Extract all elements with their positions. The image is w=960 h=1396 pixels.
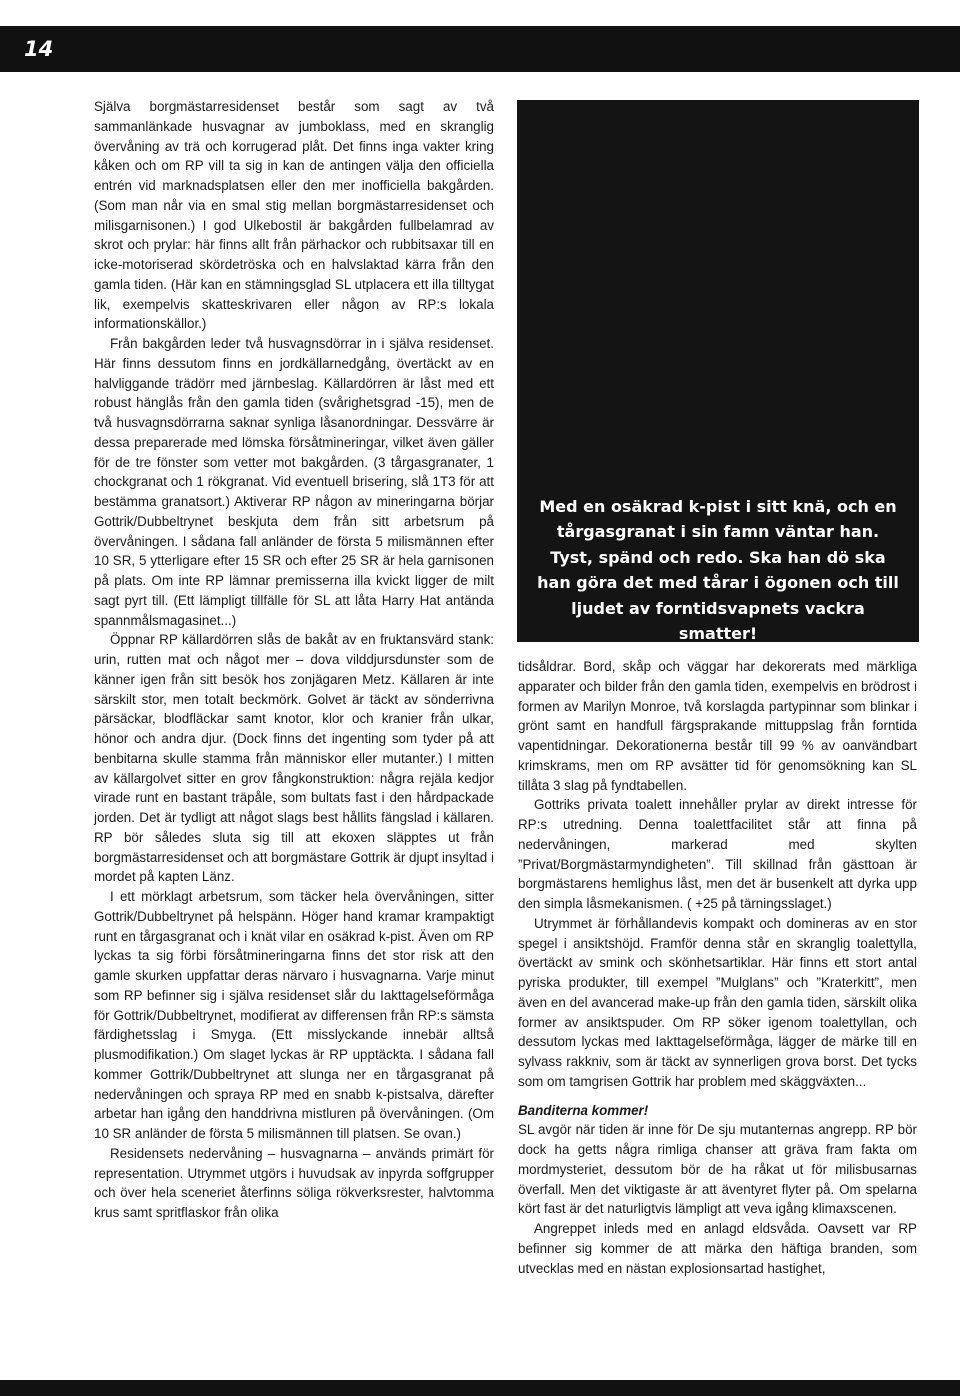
- paragraph: Angreppet inleds med en anlagd eldsvåda. Oavsett var RP befinner sig kommer de att märka den häftiga branden, som utvecklas med en nästan explosionsartad hastighet,: [518, 1221, 917, 1276]
- paragraph: Från bakgården leder två husvagnsdörrar in i själva residenset. Här finns dessutom finns en jordkällarnedgång, övertäckt av en halvliggande trädörr med järnbeslag. Källardörren är låst med ett robust hänglås från den gamla tiden (svårighetsgrad -15), men de två husvagnsdörrarna saknar synliga låsanordningar. Dessvärre är dessa preparerade med lömska försåtmineringar, vilket även gäller för de tre fönster som vetter mot bakgården. (3 tårgasgranater, 1 chockgranat och 1 rökgranat. Vid eventuell brisering, slå 1T3 för att bestämma granatsort.) Aktiverar RP någon av mineringarna börjar Gottrik/Dubbeltrynet beskjuta dem från sitt arbetsrum på övervåningen. I sådana fall anländer de första 5 milismännen efter 10 SR, 5 ytterligare efter 15 SR och efter 25 SR är hela garnisonen på plats. Om inte RP lämnar premisserna illa kvickt ligger de milt sagt pyrt till. (Ett lämpligt tillfälle för SL att låta Harry Hat antända spannmålsmagasinet...): [94, 336, 494, 628]
- callout-quote: Med en osäkrad k-pist i sitt knä, och en tårgasgranat i sin famn väntar han. Tyst, spänd och redo. Ska han dö ska han göra det med tårar i ögonen och till ljudet av forntidsvapnets vackra smatter!: [537, 497, 899, 644]
- paragraph: Öppnar RP källardörren slås de bakåt av en fruktansvärd stank: urin, rutten mat och något mer – dova vilddjursdunster som de känner igen från sitt besök hos zonjägaren Metz. Källaren är inte särskilt stor, men totalt beckmörk. Golvet är täckt av sönderrivna pärsäckar, blodfläckar samt knotor, klor och kranier från ulkar, hönor och andra djur. (Dock finns det ingenting som tyder på att benbitarna skulle stamma från människor eller mutanter.) I mitten av källargolvet sitter en grov fångkonstruktion: några rejäla kedjor virade runt en bastant träpåle, som bultats fast i den hårdpackade jorden. Det är tydligt att något slags best hållits fängslad i källaren. RP bör således sluta sig till att ekoxen släpptes ut från borgmästarresidenset och att borgmästare Gottrik är djupt insyltad i mordet på kapten Länz.: [94, 632, 494, 885]
- paragraph: I ett mörklagt arbetsrum, som täcker hela övervåningen, sitter Gottrik/Dubbeltrynet på helspänn. Höger hand kramar krampaktigt runt en tårgasgranat och i knät vilar en osäkrad k-pist. Även om RP lyckas ta sig förbi försåtmineringarna finns det stor risk att den gamle skurken uppfattar deras närvaro i husvagnarna. Varje minut som RP befinner sig i själva residenset slår du Iakttagelseförmåga för Gottrik/Dubbeltrynet, modifierat av differensen från RP:s sämsta färdighetsslag i Smyga. (Ett misslyckande innebär alltså plusmodifikation.) Om slaget lyckas är RP upptäckta. I sådana fall kommer Gottrik/Dubbeltrynet att slunga ner en tårgasgranat på nedervåningen och spraya RP med en snabb k-pistsalva, därefter arbetar han igång den handdrivna mistluren på övervåningen. (Om 10 SR anländer de första 5 milismännen till platsen. Se ovan.): [94, 889, 494, 1141]
- paragraph: Residensets nedervåning – husvagnarna – används primärt för representation. Utrymmet utgörs i huvudsak av inpyrda soffgrupper och över hela sceneriet återfinns söliga rökverksrester, halvtomma krus samt spritflaskor från olika: [94, 1145, 494, 1220]
- paragraph: Utrymmet är förhållandevis kompakt och domineras av en stor spegel i ansiktshöjd. Framför denna står en skranglig toalettylla, övertäckt av smink och skönhetsartiklar. Här finns ett stort antal pyriska produkter, till exempel ”Mulglans” och ”Kraterkitt”, men även en del avancerad make-up från den gamla tiden, särskilt olika former av ansiktspuder. Om RP söker igenom toalettyllan, och dessutom lyckas med Iakttagelseförmåga, lägger de märke till en sylvass rakkniv, som är täckt av synnerligen grova borst. Det tycks som om tamgrisen Gottrik har problem med skäggväxten...: [518, 915, 917, 1089]
- section-heading: Banditerna kommer!: [518, 1102, 649, 1118]
- page-number: 14: [24, 37, 54, 61]
- header-bar: [0, 26, 960, 72]
- left-column: [94, 97, 494, 1223]
- paragraph: tidsåldrar. Bord, skåp och väggar har dekorerats med märkliga apparater och bilder från den gamla tiden, exempelvis en brödrost i formen av Marilyn Monroe, två korslagda partypinnar som blinkar i grönt samt en handfull färgsprakande mittuppslag från forntida vapentidningar. Dekorationerna består till 99 % av oanvändbart krimskrams, men om RP avsätter tid för genomsökning kan SL tillåta 3 slag på fyndtabellen.: [518, 659, 917, 793]
- right-column: [518, 657, 917, 1278]
- callout-box: [517, 100, 919, 642]
- paragraph: Gottriks privata toalett innehåller prylar av direkt intresse för RP:s utredning. Denna toalettfacilitet står att finna på nedervåningen, markerad med skylten ”Privat/Borgmästarmyndigheten”. Till skillnad från gästtoan är borgmästarens hemlighus låst, men det är busenkelt att dyrka upp den simpla låsmekanismen. ( +25 på tärningsslaget.): [518, 797, 917, 911]
- footer-bar: [0, 1380, 960, 1396]
- paragraph: Själva borgmästarresidenset består som sagt av två sammanlänkade husvagnar av jumboklass, med en skranglig övervåning av trä och korrugerad plåt. Det finns inga vakter kring kåken och om RP vill ta sig in kan de antingen välja den officiella entrén vid marknadsplatsen eller den mer inofficiella bakgården. (Som man når via en smal stig mellan borgmästarresidenset och milisgarnisonen.) I god Ulkebostil är bakgården fullbelamrad av skrot och prylar: här finns allt från pärhackor och rubbitsaxar till en icke-motoriserad skördetröska och en halvslaktad kärra från den gamla tiden. (Här kan en stämningsglad SL utplacera ett illa tilltygat lik, exempelvis skatteskrivaren eller någon av RP:s lokala informationskällor.): [94, 99, 494, 332]
- paragraph: SL avgör när tiden är inne för De sju mutanternas angrepp. RP bör dock ha getts några rimliga chanser att gräva fram fakta om mordmysteriet, dessutom bör de ha råkat ut för milisbusarnas överfall. Men det viktigaste är att äventyret flyter på. Om spelarna kört fast är det naturligtvis lämpligt att veva igång klimaxscenen.: [518, 1122, 917, 1217]
